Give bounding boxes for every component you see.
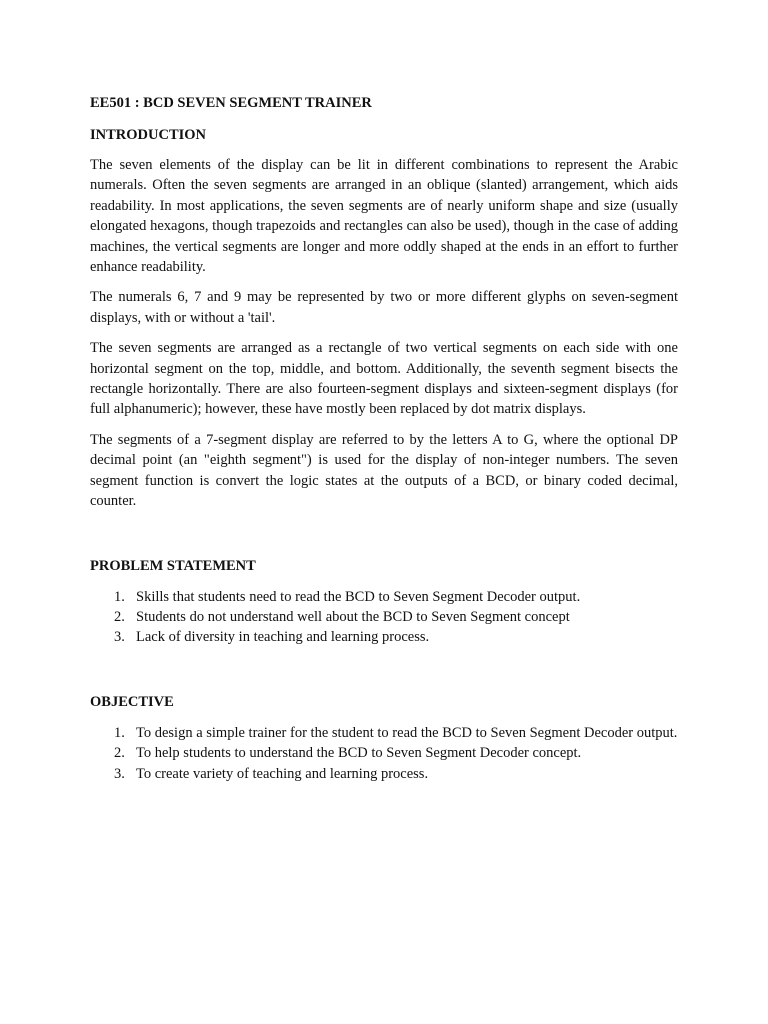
list-item: [90, 743, 678, 763]
list-item: [90, 764, 678, 784]
list-item-number: 1.: [114, 724, 125, 741]
intro-paragraph-4: The segments of a 7-segment display are referred to by the letters A to G, where the optional DP decimal point (an "eighth segment") is used for the display of non-integer numbers. The seven segment function is convert the logic states at the outputs of a BCD, or binary coded decimal, counter.: [90, 431, 678, 510]
list-item-text: To help students to understand the BCD to Seven Segment Decoder concept.: [136, 745, 582, 762]
problem-statement-heading: PROBLEM STATEMENT: [90, 557, 256, 574]
list-item-text: Lack of diversity in teaching and learning process.: [136, 629, 430, 646]
list-item-text: Skills that students need to read the BCD to Seven Segment Decoder output.: [136, 588, 581, 605]
document-page: [90, 85, 678, 784]
list-item-number: 3.: [114, 765, 125, 782]
list-item-text: To design a simple trainer for the student to read the BCD to Seven Segment Decoder output.: [136, 724, 678, 741]
list-item-number: 3.: [114, 629, 125, 646]
list-item-text: Students do not understand well about the BCD to Seven Segment concept: [136, 608, 570, 625]
objective-list: [90, 723, 678, 784]
objective-heading: OBJECTIVE: [90, 693, 174, 710]
intro-paragraph-1: The seven elements of the display can be lit in different combinations to represent the Arabic numerals. Often the seven segments are arranged in an oblique (slanted) arrangement, which aids readability. In most applications, the seven segments are of nearly uniform shape and size (usually elongated hexagons, though trapezoids and rectangles can also be used), though in the case of adding machines, the vertical segments are longer and more oddly shaped at the ends in an effort to further enhance readability.: [90, 157, 678, 276]
list-item-number: 2.: [114, 745, 125, 762]
list-item-text: To create variety of teaching and learning process.: [136, 765, 429, 782]
list-item: [90, 607, 678, 627]
problem-statement-list: [90, 587, 678, 648]
intro-paragraph-2: The numerals 6, 7 and 9 may be represented by two or more different glyphs on seven-segment displays, with or without a 'tail'.: [90, 289, 678, 326]
list-item: [90, 723, 678, 743]
list-item: [90, 587, 678, 607]
document-title: EE501 : BCD SEVEN SEGMENT TRAINER: [90, 95, 372, 111]
list-item-number: 2.: [114, 608, 125, 625]
list-item: [90, 627, 678, 647]
introduction-heading: INTRODUCTION: [90, 127, 207, 143]
intro-paragraph-3: The seven segments are arranged as a rectangle of two vertical segments on each side with one horizontal segment on the top, middle, and bottom. Additionally, the seventh segment bisects the rectangle horizontally. There are also fourteen-segment displays and sixteen-segment displays (for full alphanumeric); however, these have mostly been replaced by dot matrix displays.: [90, 340, 678, 418]
list-item-number: 1.: [114, 588, 125, 605]
